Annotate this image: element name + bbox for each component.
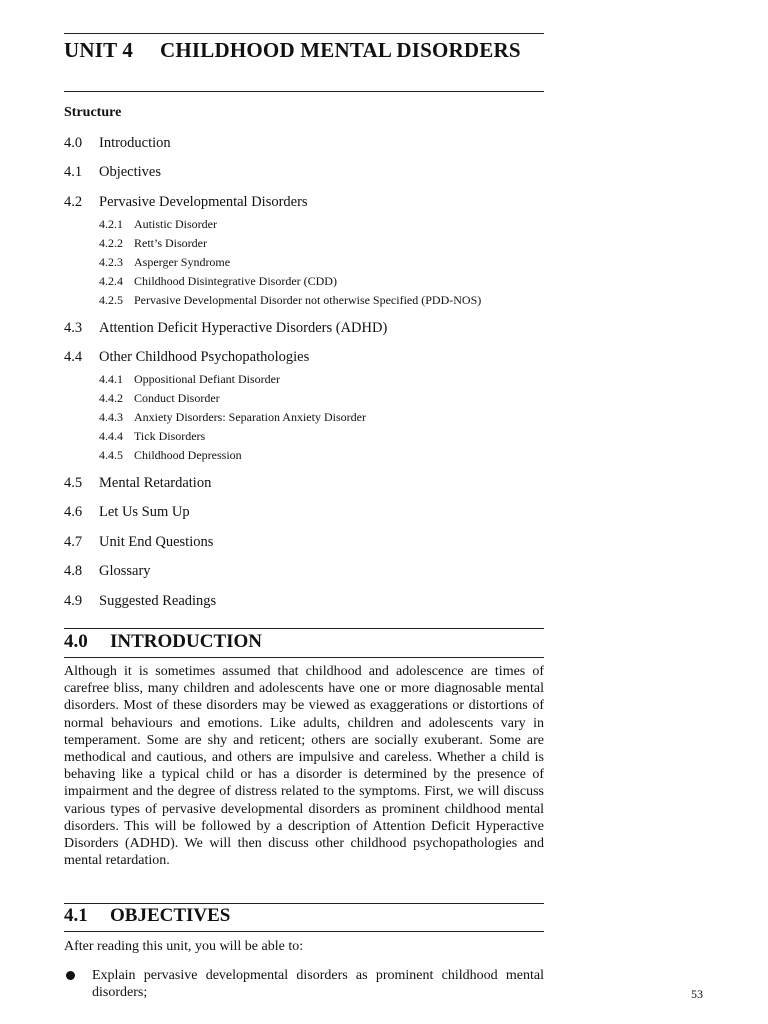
toc-subitem-number: 4.2.1 xyxy=(99,217,123,231)
toc-subitem[interactable] xyxy=(99,293,481,308)
section-bottom-rule xyxy=(64,657,544,658)
toc-item-label: Glossary xyxy=(99,563,151,579)
toc-subitem[interactable] xyxy=(99,274,337,289)
toc-item[interactable] xyxy=(64,320,387,337)
toc-item-number: 4.6 xyxy=(64,504,83,520)
section-bottom-rule xyxy=(64,931,544,932)
toc-subitem[interactable] xyxy=(99,255,230,270)
toc-item-number: 4.8 xyxy=(64,563,83,579)
toc-item-number: 4.4 xyxy=(64,349,83,365)
toc-item[interactable] xyxy=(64,194,308,211)
toc-item-number: 4.3 xyxy=(64,320,83,336)
top-rule xyxy=(64,33,544,34)
objectives-intro: After reading this unit, you will be able to: xyxy=(64,939,304,954)
section-number: 4.1 xyxy=(64,905,88,926)
toc-item[interactable] xyxy=(64,504,190,521)
toc-item[interactable] xyxy=(64,135,171,152)
toc-item[interactable] xyxy=(64,534,213,551)
toc-item-label: Objectives xyxy=(99,164,162,180)
toc-subitem-number: 4.2.3 xyxy=(99,255,123,269)
toc-subitem[interactable] xyxy=(99,429,205,444)
toc-subitem[interactable] xyxy=(99,217,217,232)
toc-subitem[interactable] xyxy=(99,372,280,387)
toc-item-label: Introduction xyxy=(99,135,171,151)
toc-subitem-label: Childhood Depression xyxy=(134,448,242,462)
toc-subitem-label: Pervasive Developmental Disorder not otherwise Specified (PDD-NOS) xyxy=(134,293,482,307)
toc-subitem-label: Anxiety Disorders: Separation Anxiety Disorder xyxy=(134,410,366,424)
toc-subitem[interactable] xyxy=(99,448,242,463)
toc-subitem[interactable] xyxy=(99,236,207,251)
toc-item-label: Mental Retardation xyxy=(99,475,212,491)
toc-subitem-number: 4.2.5 xyxy=(99,293,123,307)
toc-item-label: Attention Deficit Hyperactive Disorders (ADHD) xyxy=(99,320,388,336)
toc-subitem-number: 4.2.2 xyxy=(99,236,123,250)
toc-subitem[interactable] xyxy=(99,391,220,406)
toc-item[interactable] xyxy=(64,475,211,492)
toc-subitem-number: 4.4.1 xyxy=(99,372,123,386)
section-number: 4.0 xyxy=(64,631,88,652)
unit-title: CHILDHOOD MENTAL DISORDERS xyxy=(160,38,521,62)
unit-number: UNIT 4 xyxy=(64,38,134,62)
introduction-paragraph: Although it is sometimes assumed that childhood and adolescence are times of carefree bliss, many children and adolescents have one or more diagnosable mental disorders. Most of these disorders may be viewed as exaggerations or distortions of normal behaviours and emotions. Like adults, children and adolescents vary in temperament. Some are shy and reticent; others are socially exuberant. Some are methodical and cautious, and others are impulsive and careless. Whether a child is behaving like a typical child or has a disorder is determined by the presence of impairment and the degree of distress related to the symptoms. First, we will discuss various types of pervasive developmental disorders as prominent childhood mental disorders. This will be followed by a description of Attention Deficit Hyperactive Disorders (ADHD). We will then discuss other childhood psychopathologies and mental retardation. xyxy=(64,664,544,869)
toc-subitem-label: Conduct Disorder xyxy=(134,391,220,405)
toc-item[interactable] xyxy=(64,349,309,366)
toc-subitem-label: Childhood Disintegrative Disorder (CDD) xyxy=(134,274,337,288)
toc-item[interactable] xyxy=(64,593,216,610)
toc-subitem-label: Oppositional Defiant Disorder xyxy=(134,372,280,386)
toc-item[interactable] xyxy=(64,164,161,181)
section-title: INTRODUCTION xyxy=(110,631,263,652)
toc-subitem-number: 4.4.5 xyxy=(99,448,123,462)
section-title: OBJECTIVES xyxy=(110,905,231,926)
heading-bottom-rule xyxy=(64,91,544,92)
toc-subitem[interactable] xyxy=(99,410,366,425)
section-top-rule xyxy=(64,903,544,904)
toc-item-number: 4.1 xyxy=(64,164,83,180)
toc-subitem-number: 4.2.4 xyxy=(99,274,123,288)
toc-subitem-number: 4.4.4 xyxy=(99,429,123,443)
bullet-dot-icon xyxy=(66,971,75,980)
section-top-rule xyxy=(64,628,544,629)
toc-item-number: 4.9 xyxy=(64,593,83,609)
structure-label: Structure xyxy=(64,105,122,120)
toc-subitem-label: Tick Disorders xyxy=(134,429,206,443)
toc-item-label: Let Us Sum Up xyxy=(99,504,190,520)
section-heading-objectives xyxy=(64,905,230,927)
toc-item-label: Other Childhood Psychopathologies xyxy=(99,349,310,365)
toc-item-number: 4.0 xyxy=(64,135,83,151)
objective-bullet-item xyxy=(64,967,544,1001)
toc-subitem-number: 4.4.3 xyxy=(99,410,123,424)
toc-item[interactable] xyxy=(64,563,151,580)
toc-item-label: Unit End Questions xyxy=(99,534,214,550)
objective-bullet-text: Explain pervasive developmental disorders as prominent childhood mental disorders; xyxy=(92,968,544,1001)
toc-item-number: 4.2 xyxy=(64,194,83,210)
toc-item-number: 4.7 xyxy=(64,534,83,550)
toc-item-label: Pervasive Developmental Disorders xyxy=(99,194,308,210)
page-number: 53 xyxy=(691,987,703,1001)
toc-subitem-label: Autistic Disorder xyxy=(134,217,217,231)
toc-item-number: 4.5 xyxy=(64,475,83,491)
section-heading-introduction xyxy=(64,631,262,653)
toc-subitem-number: 4.4.2 xyxy=(99,391,123,405)
toc-subitem-label: Asperger Syndrome xyxy=(134,255,231,269)
toc-item-label: Suggested Readings xyxy=(99,593,217,609)
toc-subitem-label: Rett’s Disorder xyxy=(134,236,207,250)
